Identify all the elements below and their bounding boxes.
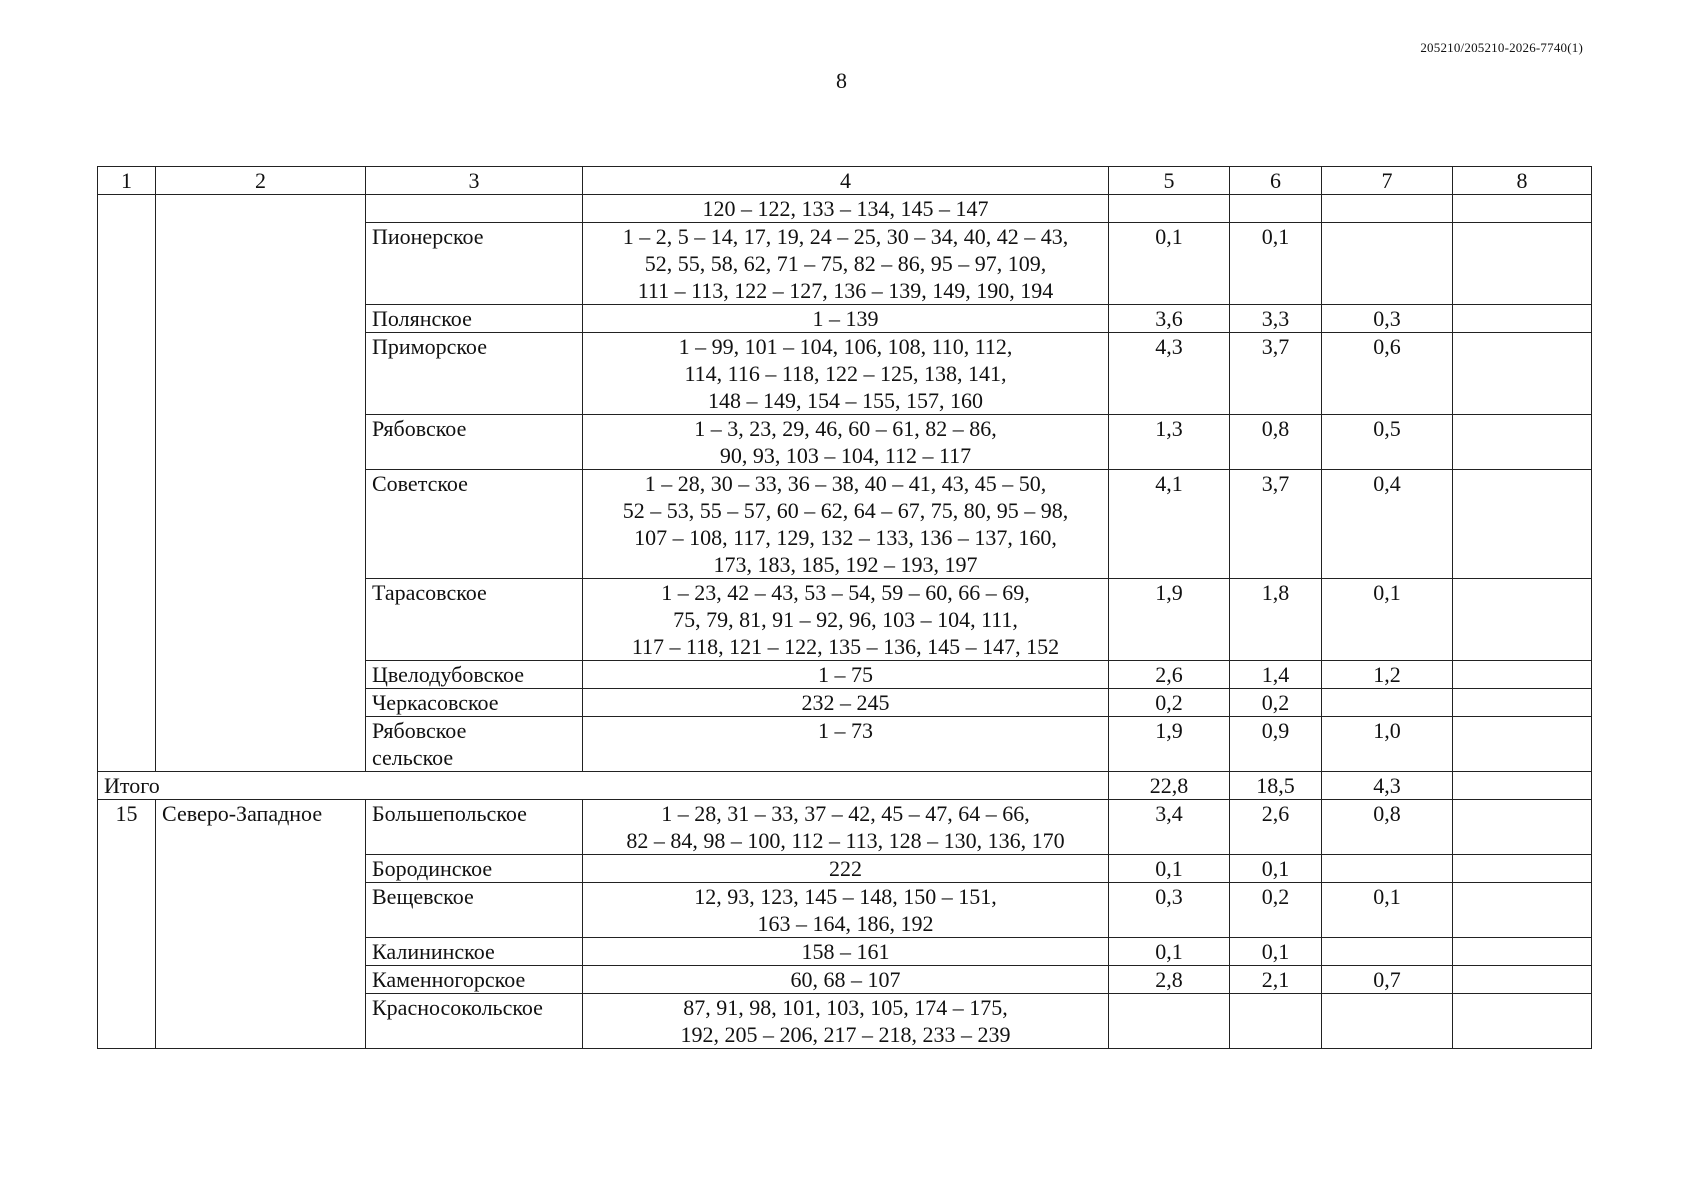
value-col7: 0,7 — [1322, 966, 1453, 994]
value-col6 — [1230, 994, 1322, 1049]
plots-line: 87, 91, 98, 101, 103, 105, 174 – 175, — [683, 995, 1008, 1020]
total-col6: 18,5 — [1230, 772, 1322, 800]
value-col7: 1,0 — [1322, 717, 1453, 772]
total-label: Итого — [98, 772, 1109, 800]
plots-line: 90, 93, 103 – 104, 112 – 117 — [719, 443, 972, 468]
value-col8 — [1453, 994, 1592, 1049]
plots-line: 52, 55, 58, 62, 71 – 75, 82 – 86, 95 – 97, 109, — [644, 251, 1047, 276]
value-col6: 0,2 — [1230, 883, 1322, 938]
value-col8 — [1453, 883, 1592, 938]
district-name: Рябовское сельское — [366, 717, 583, 772]
district-name: Рябовское — [366, 415, 583, 470]
district-name: Цвелодубовское — [366, 661, 583, 689]
value-col7: 0,1 — [1322, 579, 1453, 661]
value-col6: 0,8 — [1230, 415, 1322, 470]
value-col6: 1,4 — [1230, 661, 1322, 689]
value-col6: 3,7 — [1230, 333, 1322, 415]
col-header: 6 — [1230, 167, 1322, 195]
value-col7 — [1322, 938, 1453, 966]
value-col5: 4,3 — [1109, 333, 1230, 415]
district-name: Полянское — [366, 305, 583, 333]
value-col7: 0,4 — [1322, 470, 1453, 579]
district-name: Вещевское — [366, 883, 583, 938]
value-col6: 2,1 — [1230, 966, 1322, 994]
district-name: Каменногорское — [366, 966, 583, 994]
value-col8 — [1453, 689, 1592, 717]
plots-line: 60, 68 – 107 — [790, 967, 901, 992]
plots-cell — [583, 415, 1109, 470]
value-col8 — [1453, 938, 1592, 966]
value-col5: 3,4 — [1109, 800, 1230, 855]
col-header: 8 — [1453, 167, 1592, 195]
value-col5: 0,1 — [1109, 938, 1230, 966]
forestry-name — [156, 195, 366, 772]
value-col5: 0,1 — [1109, 855, 1230, 883]
district-name: Пионерское — [366, 223, 583, 305]
value-col6: 0,1 — [1230, 938, 1322, 966]
district-name: Советское — [366, 470, 583, 579]
district-name: Тарасовское — [366, 579, 583, 661]
row-number: 15 — [98, 800, 156, 1049]
value-col5: 2,8 — [1109, 966, 1230, 994]
header-row — [98, 167, 1592, 195]
plots-line: 117 – 118, 121 – 122, 135 – 136, 145 – 147, 152 — [631, 634, 1060, 659]
district-name: Бородинское — [366, 855, 583, 883]
plots-line: 1 – 139 — [812, 306, 879, 331]
value-col8 — [1453, 579, 1592, 661]
district-name: Калининское — [366, 938, 583, 966]
value-col7: 0,1 — [1322, 883, 1453, 938]
plots-line: 111 – 113, 122 – 127, 136 – 139, 149, 190, 194 — [637, 278, 1054, 303]
value-col6 — [1230, 195, 1322, 223]
col-header: 7 — [1322, 167, 1453, 195]
value-col7 — [1322, 223, 1453, 305]
plots-cell — [583, 800, 1109, 855]
district-name — [366, 195, 583, 223]
plots-cell — [583, 661, 1109, 689]
col-header: 2 — [156, 167, 366, 195]
col-header: 4 — [583, 167, 1109, 195]
plots-line: 12, 93, 123, 145 – 148, 150 – 151, — [694, 884, 997, 909]
value-col6: 0,2 — [1230, 689, 1322, 717]
total-col5: 22,8 — [1109, 772, 1230, 800]
value-col5 — [1109, 195, 1230, 223]
value-col5: 0,2 — [1109, 689, 1230, 717]
table-row — [98, 195, 1592, 223]
value-col7 — [1322, 689, 1453, 717]
plots-line: 107 – 108, 117, 129, 132 – 133, 136 – 137, 160, — [634, 525, 1057, 550]
value-col5: 4,1 — [1109, 470, 1230, 579]
plots-cell — [583, 855, 1109, 883]
value-col8 — [1453, 305, 1592, 333]
page-number: 8 — [836, 68, 847, 93]
col-header: 5 — [1109, 167, 1230, 195]
value-col5 — [1109, 994, 1230, 1049]
plots-cell — [583, 994, 1109, 1049]
value-col6: 0,1 — [1230, 223, 1322, 305]
value-col5: 3,6 — [1109, 305, 1230, 333]
plots-line: 232 – 245 — [801, 690, 890, 715]
plots-cell — [583, 938, 1109, 966]
value-col7: 0,5 — [1322, 415, 1453, 470]
value-col6: 0,9 — [1230, 717, 1322, 772]
value-col7 — [1322, 855, 1453, 883]
value-col5: 0,1 — [1109, 223, 1230, 305]
value-col5: 0,3 — [1109, 883, 1230, 938]
value-col6: 1,8 — [1230, 579, 1322, 661]
value-col7: 0,3 — [1322, 305, 1453, 333]
district-name: Красносокольское — [366, 994, 583, 1049]
value-col7: 0,8 — [1322, 800, 1453, 855]
plots-line: 163 – 164, 186, 192 — [757, 911, 934, 936]
district-name: Большепольское — [366, 800, 583, 855]
value-col6: 2,6 — [1230, 800, 1322, 855]
plots-line: 114, 116 – 118, 122 – 125, 138, 141, — [684, 361, 1007, 386]
value-col6: 3,7 — [1230, 470, 1322, 579]
plots-line: 1 – 99, 101 – 104, 106, 108, 110, 112, — [678, 334, 1013, 359]
row-number — [98, 195, 156, 772]
value-col5: 1,9 — [1109, 717, 1230, 772]
plots-line: 1 – 73 — [818, 718, 873, 743]
plots-cell — [583, 470, 1109, 579]
value-col8 — [1453, 966, 1592, 994]
plots-cell — [583, 689, 1109, 717]
plots-cell — [583, 333, 1109, 415]
plots-line: 1 – 2, 5 – 14, 17, 19, 24 – 25, 30 – 34, 40, 42 – 43, — [622, 224, 1069, 249]
value-col7 — [1322, 195, 1453, 223]
forestry-table — [97, 166, 1592, 1049]
document-id: 205210/205210-2026-7740(1) — [1420, 40, 1583, 55]
value-col5: 1,9 — [1109, 579, 1230, 661]
value-col6: 0,1 — [1230, 855, 1322, 883]
value-col5: 1,3 — [1109, 415, 1230, 470]
plots-line: 148 – 149, 154 – 155, 157, 160 — [708, 388, 983, 413]
district-name: Приморское — [366, 333, 583, 415]
value-col7 — [1322, 994, 1453, 1049]
plots-line: 1 – 3, 23, 29, 46, 60 – 61, 82 – 86, — [694, 416, 997, 441]
value-col8 — [1453, 470, 1592, 579]
plots-line: 82 – 84, 98 – 100, 112 – 113, 128 – 130, 136, 170 — [626, 828, 1065, 853]
col-header: 1 — [98, 167, 156, 195]
plots-cell — [583, 305, 1109, 333]
plots-cell — [583, 223, 1109, 305]
plots-line: 192, 205 – 206, 217 – 218, 233 – 239 — [680, 1022, 1011, 1047]
value-col7: 1,2 — [1322, 661, 1453, 689]
plots-line: 120 – 122, 133 – 134, 145 – 147 — [702, 196, 989, 221]
value-col7: 0,6 — [1322, 333, 1453, 415]
value-col8 — [1453, 800, 1592, 855]
plots-line: 1 – 28, 30 – 33, 36 – 38, 40 – 41, 43, 45 – 50, — [644, 471, 1047, 496]
forestry-name: Северо-Западное — [156, 800, 366, 1049]
value-col8 — [1453, 195, 1592, 223]
value-col8 — [1453, 661, 1592, 689]
value-col8 — [1453, 415, 1592, 470]
plots-line: 222 — [829, 856, 862, 881]
value-col8 — [1453, 223, 1592, 305]
district-name: Черкасовское — [366, 689, 583, 717]
plots-cell — [583, 717, 1109, 772]
total-col7: 4,3 — [1322, 772, 1453, 800]
col-header: 3 — [366, 167, 583, 195]
plots-line: 75, 79, 81, 91 – 92, 96, 103 – 104, 111, — [673, 607, 1018, 632]
value-col5: 2,6 — [1109, 661, 1230, 689]
plots-line: 158 – 161 — [801, 939, 890, 964]
value-col6: 3,3 — [1230, 305, 1322, 333]
value-col8 — [1453, 855, 1592, 883]
value-col8 — [1453, 333, 1592, 415]
plots-cell — [583, 579, 1109, 661]
table-row — [98, 800, 1592, 855]
plots-line: 173, 183, 185, 192 – 193, 197 — [713, 552, 978, 577]
plots-cell — [583, 966, 1109, 994]
plots-line: 1 – 28, 31 – 33, 37 – 42, 45 – 47, 64 – 66, — [661, 801, 1030, 826]
plots-line: 1 – 75 — [818, 662, 873, 687]
value-col8 — [1453, 717, 1592, 772]
plots-cell — [583, 195, 1109, 223]
total-row — [98, 772, 1592, 800]
plots-cell — [583, 883, 1109, 938]
total-col8 — [1453, 772, 1592, 800]
plots-line: 1 – 23, 42 – 43, 53 – 54, 59 – 60, 66 – 69, — [661, 580, 1030, 605]
plots-line: 52 – 53, 55 – 57, 60 – 62, 64 – 67, 75, 80, 95 – 98, — [622, 498, 1069, 523]
